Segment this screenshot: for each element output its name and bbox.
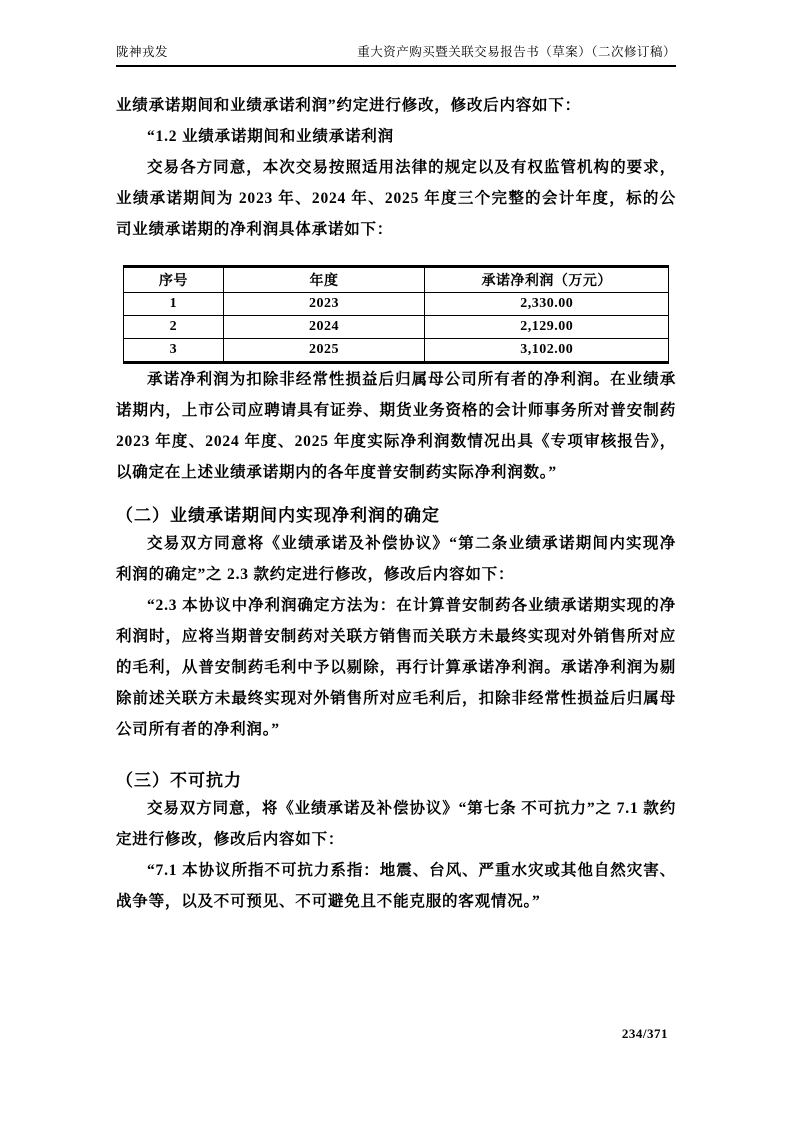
table-header-promised-profit: 承诺净利润（万元） [425,267,669,293]
intro-paragraph: 业绩承诺期间和业绩承诺利润”约定进行修改，修改后内容如下： [116,97,581,114]
agreement-paragraph: 交易各方同意，本次交易按照适用法律的规定以及有权监管机构的要求，业绩承诺期间为 2023 年、2024 年、2025 年度三个完整的会计年度，标的公司业绩承诺期的净利润具体承诺如下： [116,159,676,238]
table-cell-profit: 2,330.00 [425,293,669,316]
section-3-heading: （三）不可抗力 [116,771,242,790]
table-cell-seq: 3 [124,339,224,363]
header-right-text: 重大资产购买暨关联交易报告书（草案）（二次修订稿） [357,45,676,59]
table-cell-profit: 2,129.00 [425,316,669,339]
section-2-paragraph-1: 交易双方同意将《业绩承诺及补偿协议》“第二条业绩承诺期间内实现净利润的确定”之 2.3 款约定进行修改，修改后内容如下： [116,535,676,583]
table-cell-year: 2023 [223,293,425,316]
table-row [124,316,669,339]
commitment-paragraph: 承诺净利润为扣除非经常性损益后归属母公司所有者的净利润。在业绩承诺期内，上市公司应聘请具有证券、期货业务资格的会计师事务所对普安制药 2023 年度、2024 年度、2025 年度实际净利润数情况出具《专项审核报告》，以确定在上述业绩承诺期内的各年度普安制药实际净利润数。” [116,371,676,481]
page-content [116,90,676,917]
table-header-seq: 序号 [124,267,224,293]
table-header-row [124,267,669,293]
table-cell-year: 2024 [223,316,425,339]
table-cell-seq: 2 [124,316,224,339]
section-2-paragraph-2: “2.3 本协议中净利润确定方法为：在计算普安制药各业绩承诺期实现的净利润时，应将当期普安制药对关联方销售而关联方未最终实现对外销售所对应的毛利，从普安制药毛利中予以剔除，再行计算承诺净利润。承诺净利润为剔除前述关联方未最终实现对外销售所对应毛利后，扣除非经常性损益后归属母公司所有者的净利润。” [116,597,676,738]
table-cell-profit: 3,102.00 [425,339,669,363]
profit-commitment-table [123,265,669,364]
page-header [116,44,676,67]
table-header-year: 年度 [223,267,425,293]
table-row [124,293,669,316]
table-cell-year: 2025 [223,339,425,363]
section-2-heading: （二）业绩承诺期间内实现净利润的确定 [116,506,440,525]
table-row [124,339,669,363]
table-cell-seq: 1 [124,293,224,316]
page-number: 234/371 [621,1026,668,1041]
clause-1-2-heading: “1.2 业绩承诺期间和业绩承诺利润 [147,128,394,145]
section-3-paragraph-2: “7.1 本协议所指不可抗力系指：地震、台风、严重水灾或其他自然灾害、战争等，以及不可预见、不可避免且不能克服的客观情况。” [116,862,676,910]
section-3-paragraph-1: 交易双方同意，将《业绩承诺及补偿协议》“第七条 不可抗力”之 7.1 款约定进行修改，修改后内容如下： [116,800,676,848]
header-left-text: 陇神戎发 [116,45,169,59]
